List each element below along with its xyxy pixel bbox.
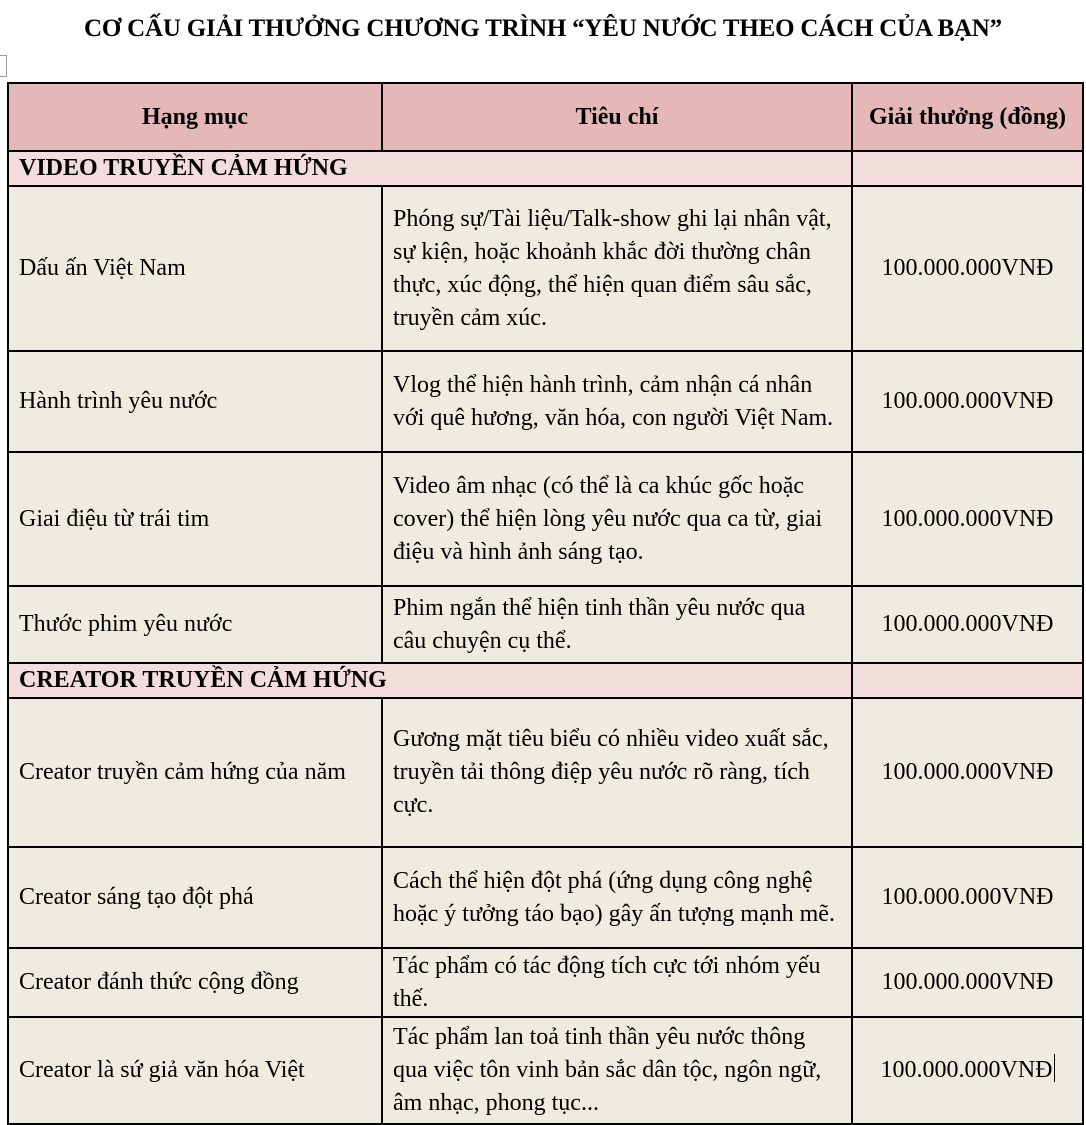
prize-structure-table <box>7 82 1084 1125</box>
criteria-cell: Phóng sự/Tài liệu/Talk-show ghi lại nhân vật, sự kiện, hoặc khoảnh khắc đời thường chân thực, xúc động, thể hiện quan điểm sâu sắc, truyền cảm xúc. <box>382 186 852 351</box>
criteria-cell: Video âm nhạc (có thể là ca khúc gốc hoặc cover) thể hiện lòng yêu nước qua ca từ, giai điệu và hình ảnh sáng tạo. <box>382 452 852 586</box>
category-cell: Dấu ấn Việt Nam <box>8 186 382 351</box>
table-header-row <box>8 83 1083 151</box>
table-row <box>8 698 1083 847</box>
prize-value: 100.000.000VNĐ <box>880 1057 1053 1083</box>
table-anchor-handle[interactable] <box>0 55 7 77</box>
category-cell: Giai điệu từ trái tim <box>8 452 382 586</box>
prize-cell: 100.000.000VNĐ <box>852 351 1083 452</box>
prize-cell-last[interactable] <box>852 1017 1083 1124</box>
criteria-cell: Phim ngắn thể hiện tinh thần yêu nước qua câu chuyện cụ thể. <box>382 586 852 663</box>
table-row <box>8 186 1083 351</box>
criteria-cell: Vlog thể hiện hành trình, cảm nhận cá nhân với quê hương, văn hóa, con người Việt Nam. <box>382 351 852 452</box>
section-prize-empty <box>852 663 1083 698</box>
table-row <box>8 847 1083 948</box>
category-cell: Creator sáng tạo đột phá <box>8 847 382 948</box>
category-cell: Thước phim yêu nước <box>8 586 382 663</box>
category-cell: Creator đánh thức cộng đồng <box>8 948 382 1017</box>
section-row <box>8 663 1083 698</box>
document-title: CƠ CẤU GIẢI THƯỞNG CHƯƠNG TRÌNH “YÊU NƯỚC THEO CÁCH CỦA BẠN” <box>84 15 1002 42</box>
criteria-cell: Tác phẩm có tác động tích cực tới nhóm yếu thế. <box>382 948 852 1017</box>
text-cursor <box>1054 1054 1055 1082</box>
table-row <box>8 452 1083 586</box>
prize-cell: 100.000.000VNĐ <box>852 847 1083 948</box>
table-row <box>8 1017 1083 1124</box>
table-row <box>8 351 1083 452</box>
table-row <box>8 948 1083 1017</box>
section-prize-empty <box>852 151 1083 186</box>
criteria-cell: Cách thể hiện đột phá (ứng dụng công nghệ hoặc ý tưởng táo bạo) gây ấn tượng mạnh mẽ. <box>382 847 852 948</box>
category-cell: Hành trình yêu nước <box>8 351 382 452</box>
section-title: VIDEO TRUYỀN CẢM HỨNG <box>8 151 852 186</box>
category-cell: Creator truyền cảm hứng của năm <box>8 698 382 847</box>
header-prize: Giải thưởng (đồng) <box>852 83 1083 151</box>
prize-cell: 100.000.000VNĐ <box>852 698 1083 847</box>
prize-cell: 100.000.000VNĐ <box>852 186 1083 351</box>
table-row <box>8 586 1083 663</box>
criteria-cell: Gương mặt tiêu biểu có nhiều video xuất sắc, truyền tải thông điệp yêu nước rõ ràng, tích cực. <box>382 698 852 847</box>
section-row <box>8 151 1083 186</box>
category-cell: Creator là sứ giả văn hóa Việt <box>8 1017 382 1124</box>
prize-cell: 100.000.000VNĐ <box>852 586 1083 663</box>
header-criteria: Tiêu chí <box>382 83 852 151</box>
criteria-cell: Tác phẩm lan toả tinh thần yêu nước thông qua việc tôn vinh bản sắc dân tộc, ngôn ngữ, âm nhạc, phong tục... <box>382 1017 852 1124</box>
prize-cell: 100.000.000VNĐ <box>852 948 1083 1017</box>
header-category: Hạng mục <box>8 83 382 151</box>
prize-cell: 100.000.000VNĐ <box>852 452 1083 586</box>
section-title: CREATOR TRUYỀN CẢM HỨNG <box>8 663 852 698</box>
